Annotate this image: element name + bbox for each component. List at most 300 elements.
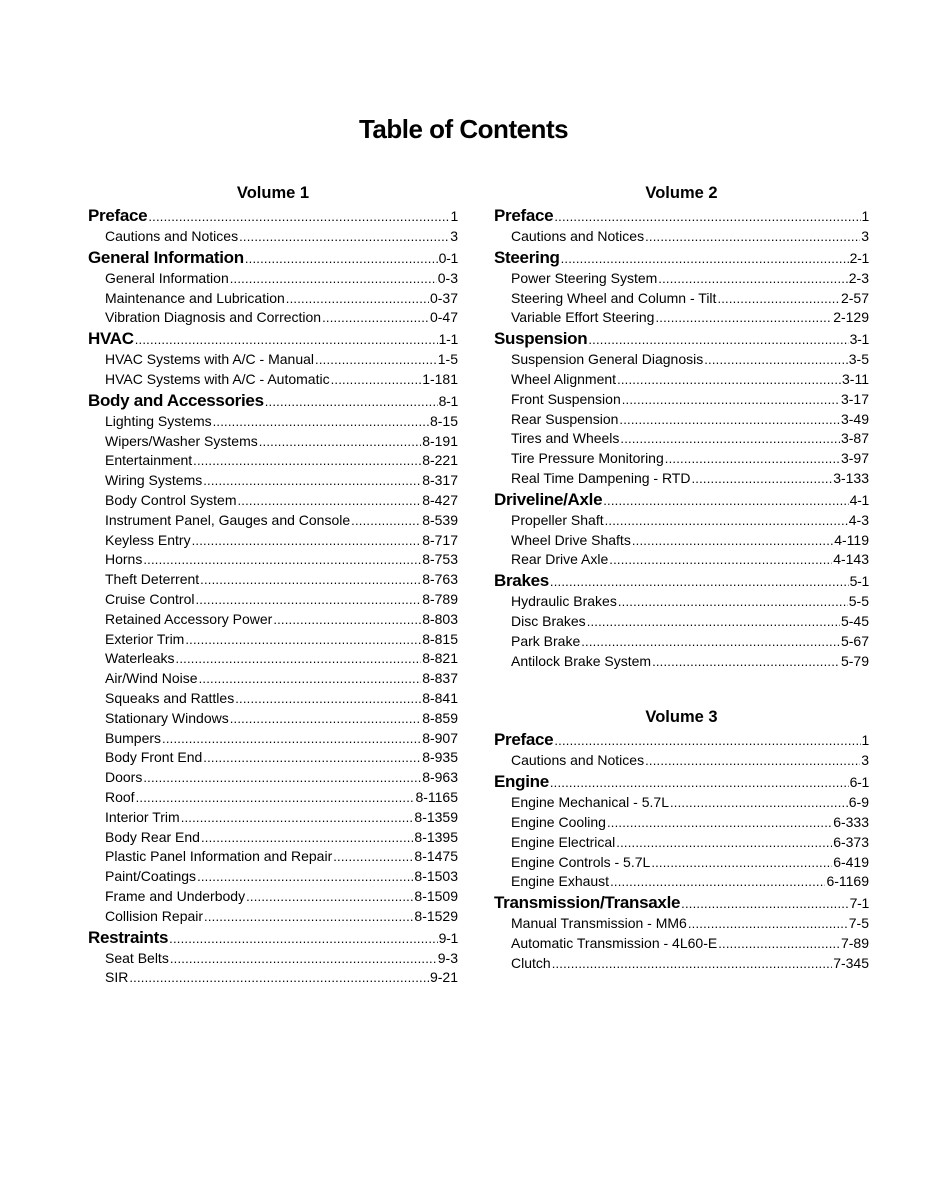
dot-leader xyxy=(136,788,415,808)
entry-title: Wheel Alignment xyxy=(511,370,617,387)
page-number: 5-79 xyxy=(840,652,869,669)
dot-leader xyxy=(185,630,421,650)
page-number: 8-821 xyxy=(422,650,458,667)
page-number: 3-1 xyxy=(849,331,869,348)
dot-leader xyxy=(235,689,421,709)
dot-leader xyxy=(143,768,421,788)
entry-title: Automatic Transmission - 4L60-E xyxy=(511,934,718,951)
toc-entry-wiring-systems[interactable] xyxy=(88,471,458,491)
dot-leader xyxy=(162,729,421,749)
volume-heading: Volume 1 xyxy=(236,184,310,202)
page-number: 7-5 xyxy=(848,915,869,932)
entry-title: Retained Accessory Power xyxy=(105,610,273,627)
toc-entry-bumpers[interactable] xyxy=(88,729,458,749)
entry-title: Wiring Systems xyxy=(105,472,203,489)
entry-title: Bumpers xyxy=(105,729,162,746)
toc-entry-engine-electrical[interactable] xyxy=(494,833,869,853)
toc-entry-squeaks-and-rattles[interactable] xyxy=(88,689,458,709)
page-number: 6-419 xyxy=(833,853,869,870)
dot-leader xyxy=(197,867,413,887)
toc-entry-plastic-panel-information-and-repair[interactable] xyxy=(88,847,458,867)
entry-title: Exterior Trim xyxy=(105,630,185,647)
toc-entry-seat-belts[interactable] xyxy=(88,949,458,969)
dot-leader xyxy=(587,612,840,632)
entry-title: Body Front End xyxy=(105,749,203,766)
toc-entry-automatic-transmission-4l60-e[interactable] xyxy=(494,934,869,954)
volume-1 xyxy=(88,181,458,988)
dot-leader xyxy=(552,954,833,974)
toc-entry-exterior-trim[interactable] xyxy=(88,630,458,650)
dot-leader xyxy=(192,531,422,551)
dot-leader xyxy=(681,893,848,915)
dot-leader xyxy=(620,429,840,449)
dot-leader xyxy=(645,227,860,247)
toc-entry-park-brake[interactable] xyxy=(494,632,869,652)
page-number: 8-1165 xyxy=(415,788,458,805)
entry-title: Tires and Wheels xyxy=(511,430,620,447)
entry-title: Rear Drive Axle xyxy=(511,551,609,568)
toc-entry-variable-effort-steering[interactable] xyxy=(494,308,869,328)
dot-leader xyxy=(193,451,421,471)
dot-leader xyxy=(213,412,429,432)
page-number: 3-11 xyxy=(842,370,869,387)
dot-leader xyxy=(581,632,840,652)
dot-leader xyxy=(688,914,848,934)
entry-title: Rear Suspension xyxy=(511,410,619,427)
dot-leader xyxy=(201,828,413,848)
page-number: 3-17 xyxy=(840,390,869,407)
toc-entry-maintenance-and-lubrication[interactable] xyxy=(88,289,458,309)
entry-title: Antilock Brake System xyxy=(511,652,652,669)
toc-section-general-information[interactable] xyxy=(88,247,458,269)
dot-leader xyxy=(550,772,849,794)
page-number: 8-763 xyxy=(422,571,458,588)
toc-column-right xyxy=(494,181,869,974)
volume-3 xyxy=(494,705,869,973)
toc-entry-hvac-systems-with-a-c-manual[interactable] xyxy=(88,350,458,370)
dot-leader xyxy=(618,592,848,612)
toc-entry-theft-deterrent[interactable] xyxy=(88,570,458,590)
page-number: 2-1 xyxy=(849,249,869,266)
page-number: 9-21 xyxy=(429,969,458,986)
page-number: 8-539 xyxy=(422,511,458,528)
toc-entry-horns[interactable] xyxy=(88,550,458,570)
toc-entry-body-front-end[interactable] xyxy=(88,748,458,768)
toc-entry-roof[interactable] xyxy=(88,788,458,808)
page-number: 2-57 xyxy=(840,289,869,306)
toc-entry-disc-brakes[interactable] xyxy=(494,612,869,632)
page-number: 3 xyxy=(861,752,869,769)
volume-heading: Volume 2 xyxy=(645,184,718,202)
entry-title: Engine Electrical xyxy=(511,833,616,850)
toc-entry-engine-mechanical-5-7l[interactable] xyxy=(494,793,869,813)
entry-title: Roof xyxy=(105,788,135,805)
toc-section-suspension[interactable] xyxy=(494,328,869,350)
entry-title: Maintenance and Lubrication xyxy=(105,289,285,306)
dot-leader xyxy=(239,227,449,247)
entry-title: Suspension General Diagnosis xyxy=(511,351,704,368)
page-number: 0-37 xyxy=(429,289,458,306)
dot-leader xyxy=(609,550,832,570)
dot-leader xyxy=(610,872,825,892)
dot-leader xyxy=(135,329,438,351)
section-title: Body and Accessories xyxy=(88,390,264,410)
toc-entry-engine-cooling[interactable] xyxy=(494,813,869,833)
page-number: 8-317 xyxy=(422,472,458,489)
page-number: 6-1 xyxy=(849,774,869,791)
page-number: 4-143 xyxy=(833,551,869,568)
page-number: 6-333 xyxy=(833,813,869,830)
entry-title: Seat Belts xyxy=(105,949,169,966)
page-number: 8-815 xyxy=(422,630,458,647)
toc-section-preface[interactable] xyxy=(88,205,458,227)
section-title: Engine xyxy=(494,772,549,792)
toc-section-restraints[interactable] xyxy=(88,927,458,949)
entry-title: Cautions and Notices xyxy=(511,752,645,769)
page-number: 9-1 xyxy=(438,929,458,946)
page-number: 8-935 xyxy=(422,749,458,766)
page-title: Table of Contents xyxy=(358,114,569,144)
entry-title: SIR xyxy=(105,969,129,986)
toc-entry-front-suspension[interactable] xyxy=(494,390,869,410)
dot-leader xyxy=(617,370,841,390)
page-number: 5-67 xyxy=(840,632,869,649)
entry-title: Paint/Coatings xyxy=(105,868,197,885)
page-number: 8-221 xyxy=(422,452,458,469)
toc-entry-clutch[interactable] xyxy=(494,954,869,974)
page-number: 3 xyxy=(861,228,869,244)
entry-title: Steering Wheel and Column - Tilt xyxy=(511,289,717,306)
entry-title: Frame and Underbody xyxy=(105,887,246,904)
toc-entry-wheel-drive-shafts[interactable] xyxy=(494,531,869,551)
toc-section-steering[interactable] xyxy=(494,247,869,269)
dot-leader xyxy=(554,206,860,228)
page-number: 8-191 xyxy=(422,432,458,449)
entry-title: Tire Pressure Monitoring xyxy=(511,450,664,467)
dot-leader xyxy=(246,887,413,907)
dot-leader xyxy=(245,248,438,270)
toc-entry-tire-pressure-monitoring[interactable] xyxy=(494,449,869,469)
toc-entry-cautions-and-notices[interactable] xyxy=(494,227,869,247)
dot-leader xyxy=(259,432,421,452)
dot-leader xyxy=(148,206,449,228)
page-number: 8-1475 xyxy=(414,848,458,865)
toc-section-transmission-transaxle[interactable] xyxy=(494,892,869,914)
page-number: 3-97 xyxy=(840,450,869,467)
dot-leader xyxy=(619,410,840,430)
volume-spacer xyxy=(494,671,869,705)
dot-leader xyxy=(652,652,840,672)
dot-leader xyxy=(200,570,421,590)
page-number: 4-3 xyxy=(848,511,869,528)
page-number: 8-1359 xyxy=(414,808,458,825)
entry-title: Clutch xyxy=(511,954,551,971)
page-number: 8-1509 xyxy=(414,887,458,904)
page-number: 1-1 xyxy=(438,331,458,348)
entry-title: Lighting Systems xyxy=(105,412,212,429)
section-title: HVAC xyxy=(88,329,134,349)
toc-section-body-and-accessories[interactable] xyxy=(88,390,458,412)
toc-entry-stationary-windows[interactable] xyxy=(88,709,458,729)
dot-leader xyxy=(199,669,422,689)
dot-leader xyxy=(665,449,840,469)
toc-column-left xyxy=(88,181,458,988)
dot-leader xyxy=(273,610,421,630)
toc-entry-cautions-and-notices[interactable] xyxy=(88,227,458,247)
toc-entry-manual-transmission-mm6[interactable] xyxy=(494,914,869,934)
entry-title: HVAC Systems with A/C - Automatic xyxy=(105,370,330,387)
page-number: 8-717 xyxy=(422,531,458,548)
page-number: 6-373 xyxy=(833,833,869,850)
entry-title: Instrument Panel, Gauges and Console xyxy=(105,511,351,528)
entry-title: Power Steering System xyxy=(511,269,658,286)
page-number: 5-5 xyxy=(848,593,869,610)
dot-leader xyxy=(561,248,849,270)
toc-entry-interior-trim[interactable] xyxy=(88,808,458,828)
entry-title: Real Time Dampening - RTD xyxy=(511,469,691,486)
page-number: 1 xyxy=(861,208,869,224)
toc-entry-rear-drive-axle[interactable] xyxy=(494,550,869,570)
dot-leader xyxy=(607,813,832,833)
page-number: 6-9 xyxy=(848,794,869,811)
toc-entry-hvac-systems-with-a-c-automatic[interactable] xyxy=(88,370,458,390)
dot-leader xyxy=(331,370,422,390)
dot-leader xyxy=(238,491,422,511)
toc-entry-cautions-and-notices[interactable] xyxy=(494,751,869,771)
entry-title: HVAC Systems with A/C - Manual xyxy=(105,351,315,368)
section-title: Driveline/Axle xyxy=(494,489,603,509)
entry-title: Park Brake xyxy=(511,632,581,649)
entry-title: Stationary Windows xyxy=(105,709,229,726)
entry-title: Manual Transmission - MM6 xyxy=(511,915,687,932)
toc-entry-steering-wheel-and-column-tilt[interactable] xyxy=(494,289,869,309)
toc-entry-retained-accessory-power[interactable] xyxy=(88,610,458,630)
section-title: Suspension xyxy=(494,329,588,349)
toc-entry-suspension-general-diagnosis[interactable] xyxy=(494,350,869,370)
page-number: 8-803 xyxy=(422,610,458,627)
dot-leader xyxy=(322,308,429,328)
section-title: Preface xyxy=(494,730,554,750)
page-number: 3-49 xyxy=(840,410,869,427)
page-number: 8-753 xyxy=(422,551,458,568)
entry-title: Body Control System xyxy=(105,491,237,508)
page-number: 8-1503 xyxy=(414,868,458,885)
dot-leader xyxy=(230,269,437,289)
page-number: 8-15 xyxy=(429,412,458,429)
toc-entry-general-information[interactable] xyxy=(88,269,458,289)
dot-leader xyxy=(550,571,849,593)
page-number: 0-1 xyxy=(438,249,458,266)
dot-leader xyxy=(605,511,848,531)
entry-title: Engine Cooling xyxy=(511,813,606,830)
dot-leader xyxy=(658,269,847,289)
entry-title: Front Suspension xyxy=(511,390,621,407)
entry-title: Collision Repair xyxy=(105,907,204,924)
toc-entry-power-steering-system[interactable] xyxy=(494,269,869,289)
page-number: 5-45 xyxy=(840,612,869,629)
page-number: 0-47 xyxy=(429,309,458,326)
entry-title: Cautions and Notices xyxy=(511,228,645,244)
dot-leader xyxy=(645,751,860,771)
page-number: 7-345 xyxy=(833,954,869,971)
section-title: General Information xyxy=(88,247,244,267)
section-title: Transmission/Transaxle xyxy=(494,893,681,913)
page-number: 3-133 xyxy=(833,469,869,486)
page-number: 4-1 xyxy=(849,491,869,508)
toc-entry-lighting-systems[interactable] xyxy=(88,412,458,432)
page-number: 2-3 xyxy=(848,269,869,286)
volume-2 xyxy=(494,181,869,671)
toc-entry-entertainment[interactable] xyxy=(88,451,458,471)
section-title: Preface xyxy=(494,206,554,225)
entry-title: Disc Brakes xyxy=(511,612,586,629)
dot-leader xyxy=(655,308,832,328)
entry-title: Propeller Shaft xyxy=(511,511,604,528)
page-number: 1-181 xyxy=(422,370,458,387)
dot-leader xyxy=(718,934,840,954)
page-number: 1 xyxy=(450,208,458,224)
dot-leader xyxy=(230,709,421,729)
toc-section-hvac[interactable] xyxy=(88,328,458,350)
dot-leader xyxy=(195,590,421,610)
toc-entry-engine-controls-5-7l[interactable] xyxy=(494,853,869,873)
entry-title: Theft Deterrent xyxy=(105,571,200,588)
entry-title: Wipers/Washer Systems xyxy=(105,432,258,449)
dot-leader xyxy=(651,853,832,873)
page-number: 0-3 xyxy=(437,269,458,286)
entry-title: General Information xyxy=(105,269,229,286)
toc-entry-collision-repair[interactable] xyxy=(88,907,458,927)
toc-section-preface[interactable] xyxy=(494,205,869,227)
toc-section-brakes[interactable] xyxy=(494,570,869,592)
section-title: Brakes xyxy=(494,571,549,591)
entry-title: Keyless Entry xyxy=(105,531,191,548)
entry-title: Variable Effort Steering xyxy=(511,309,655,326)
dot-leader xyxy=(616,833,832,853)
entry-title: Engine Mechanical - 5.7L xyxy=(511,794,669,811)
toc-entry-antilock-brake-system[interactable] xyxy=(494,652,869,672)
page-number: 8-963 xyxy=(422,769,458,786)
dot-leader xyxy=(286,289,429,309)
page-number: 3 xyxy=(450,228,458,244)
page-number: 8-1529 xyxy=(414,907,458,924)
entry-title: Wheel Drive Shafts xyxy=(511,531,631,548)
entry-title: Cautions and Notices xyxy=(105,228,239,244)
entry-title: Engine Controls - 5.7L xyxy=(511,853,651,870)
dot-leader xyxy=(351,511,421,531)
page-number: 8-907 xyxy=(422,729,458,746)
entry-title: Waterleaks xyxy=(105,650,175,667)
page-number: 2-129 xyxy=(833,309,869,326)
dot-leader xyxy=(169,928,438,950)
page-number: 8-841 xyxy=(422,689,458,706)
toc-entry-sir[interactable] xyxy=(88,968,458,988)
entry-title: Entertainment xyxy=(105,452,193,469)
dot-leader xyxy=(632,531,833,551)
page-number: 5-1 xyxy=(849,573,869,590)
page-number: 8-837 xyxy=(422,670,458,687)
entry-title: Hydraulic Brakes xyxy=(511,593,617,610)
dot-leader xyxy=(176,649,422,669)
page-number: 8-427 xyxy=(422,491,458,508)
dot-leader xyxy=(315,350,437,370)
page-number: 1-5 xyxy=(437,351,458,368)
section-title: Preface xyxy=(88,206,148,225)
toc-entry-paint-coatings[interactable] xyxy=(88,867,458,887)
entry-title: Vibration Diagnosis and Correction xyxy=(105,309,322,326)
toc-entry-engine-exhaust[interactable] xyxy=(494,872,869,892)
dot-leader xyxy=(265,391,438,413)
toc-entry-propeller-shaft[interactable] xyxy=(494,511,869,531)
entry-title: Cruise Control xyxy=(105,590,195,607)
page-number: 4-119 xyxy=(834,531,869,548)
dot-leader xyxy=(717,289,840,309)
dot-leader xyxy=(670,793,848,813)
page-number: 7-89 xyxy=(840,934,869,951)
toc-entry-wheel-alignment[interactable] xyxy=(494,370,869,390)
dot-leader xyxy=(622,390,840,410)
dot-leader xyxy=(181,808,414,828)
dot-leader xyxy=(691,469,832,489)
page-number: 8-1 xyxy=(438,392,458,409)
volume-heading: Volume 3 xyxy=(645,708,718,727)
page-number: 8-789 xyxy=(422,590,458,607)
toc-entry-body-rear-end[interactable] xyxy=(88,828,458,848)
dot-leader xyxy=(170,949,437,969)
toc-entry-real-time-dampening-rtd[interactable] xyxy=(494,469,869,489)
page-number: 1 xyxy=(861,732,869,749)
page-number: 9-3 xyxy=(437,949,458,966)
toc-entry-instrument-panel-gauges-and-console[interactable] xyxy=(88,511,458,531)
page-number: 8-859 xyxy=(422,709,458,726)
toc-entry-frame-and-underbody[interactable] xyxy=(88,887,458,907)
toc-section-preface[interactable] xyxy=(494,729,869,751)
entry-title: Body Rear End xyxy=(105,828,200,845)
dot-leader xyxy=(129,968,429,988)
toc-entry-vibration-diagnosis-and-correction[interactable] xyxy=(88,308,458,328)
entry-title: Horns xyxy=(105,551,143,568)
dot-leader xyxy=(704,350,848,370)
entry-title: Engine Exhaust xyxy=(511,873,610,890)
entry-title: Air/Wind Noise xyxy=(105,670,198,687)
toc-entry-keyless-entry[interactable] xyxy=(88,531,458,551)
dot-leader xyxy=(588,329,848,351)
page-number: 8-1395 xyxy=(414,828,458,845)
toc-entry-rear-suspension[interactable] xyxy=(494,410,869,430)
entry-title: Interior Trim xyxy=(105,808,180,825)
dot-leader xyxy=(143,550,421,570)
dot-leader xyxy=(204,907,413,927)
entry-title: Squeaks and Rattles xyxy=(105,689,235,706)
page-number: 3-87 xyxy=(840,430,869,447)
dot-leader xyxy=(203,471,421,491)
toc-entry-tires-and-wheels[interactable] xyxy=(494,429,869,449)
page-number: 7-1 xyxy=(849,895,869,912)
toc-entry-air-wind-noise[interactable] xyxy=(88,669,458,689)
toc-entry-doors[interactable] xyxy=(88,768,458,788)
section-title: Restraints xyxy=(88,927,169,947)
dot-leader xyxy=(203,748,421,768)
dot-leader xyxy=(603,490,848,512)
entry-title: Plastic Panel Information and Repair xyxy=(105,848,333,865)
toc-section-driveline-axle[interactable] xyxy=(494,489,869,511)
toc-entry-hydraulic-brakes[interactable] xyxy=(494,592,869,612)
toc-entry-body-control-system[interactable] xyxy=(88,491,458,511)
toc-entry-wipers-washer-systems[interactable] xyxy=(88,432,458,452)
toc-section-engine[interactable] xyxy=(494,771,869,793)
toc-entry-waterleaks[interactable] xyxy=(88,649,458,669)
toc-entry-cruise-control[interactable] xyxy=(88,590,458,610)
